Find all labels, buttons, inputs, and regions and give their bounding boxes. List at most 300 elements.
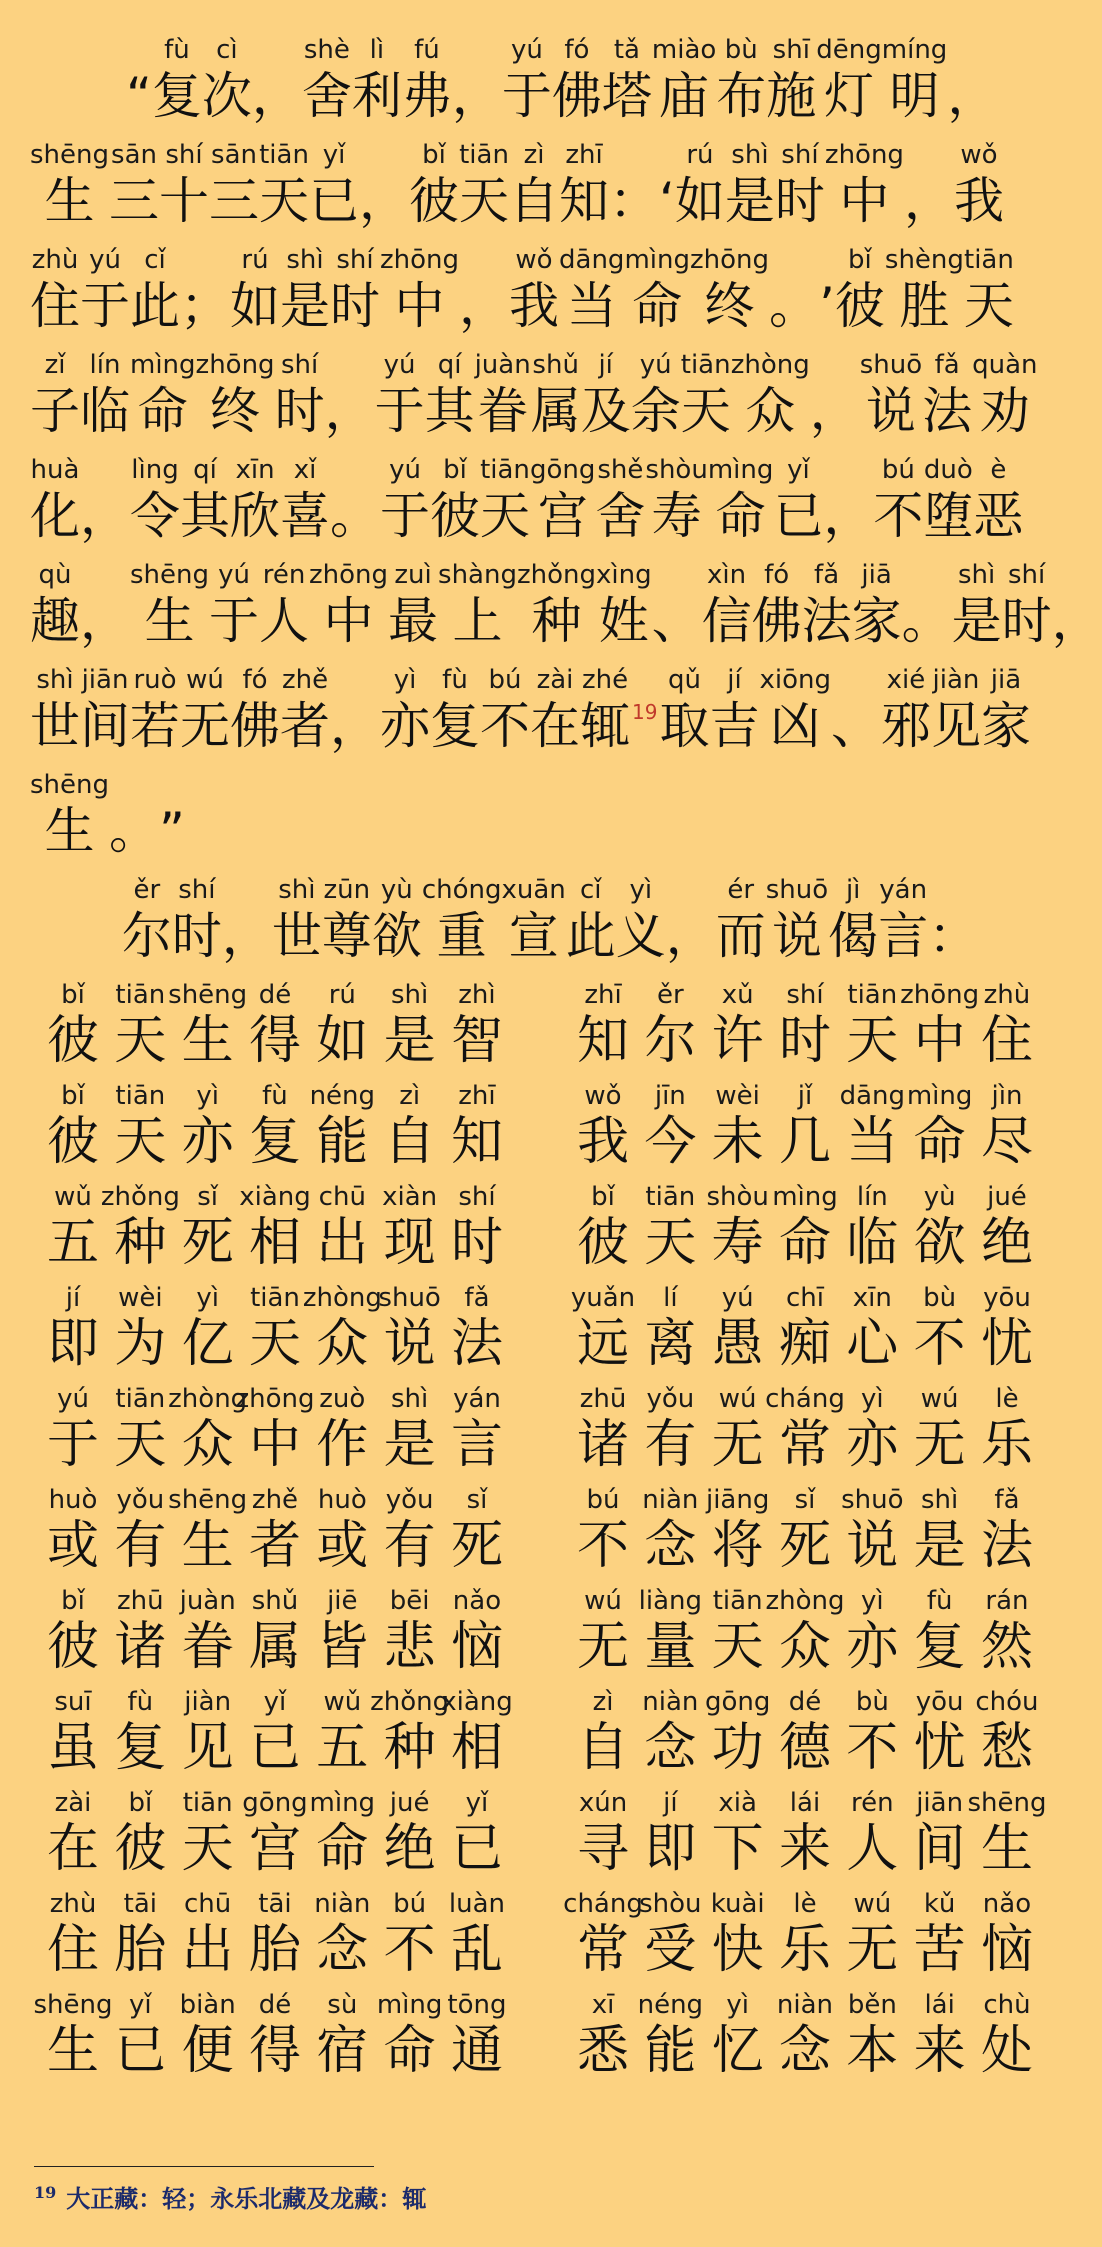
ruby-char (30, 769, 109, 861)
verse-char (974, 1484, 1040, 1576)
pinyin: shòu (645, 455, 708, 485)
footnote-number: 19 (34, 2183, 57, 2202)
pinyin: huà (30, 455, 80, 485)
pinyin: niàn (776, 1990, 834, 2020)
ruby-char (209, 139, 259, 231)
hanzi: 次 (201, 67, 252, 125)
pinyin: tiān (182, 1788, 233, 1818)
pinyin: zhě (251, 1485, 299, 1515)
pinyin: jí (663, 1788, 678, 1818)
hanzi: 胎 (114, 1920, 167, 1980)
ruby-char (759, 664, 831, 756)
pinyin: zhōng (195, 350, 275, 380)
hanzi: “ (126, 67, 152, 125)
ruby-char (702, 559, 752, 651)
verse-char (107, 1989, 173, 2081)
verse-char (377, 1585, 443, 1677)
hanzi: 我 (576, 1112, 629, 1172)
ruby-char (559, 244, 624, 336)
ruby-char (259, 139, 309, 231)
verse-char (444, 1585, 510, 1677)
verse-line (40, 1383, 1040, 1475)
pinyin: bǐ (128, 1788, 153, 1818)
hanzi: 塔 (601, 67, 652, 125)
hanzi: 眷 (181, 1617, 234, 1677)
verse-char (377, 1080, 443, 1172)
hanzi: 佛 (751, 592, 802, 650)
verse-char (974, 1686, 1040, 1778)
hanzi: 已 (114, 2021, 167, 2081)
pinyin: tiān (712, 1586, 763, 1616)
hanzi: 得 (248, 2021, 301, 2081)
pinyin: dé (258, 980, 292, 1010)
pinyin: zì (592, 1687, 614, 1717)
pinyin: zhōng (824, 140, 904, 170)
hanzi: 已 (450, 1819, 503, 1879)
hanzi: ， (903, 172, 954, 230)
hanzi: 悉 (576, 2021, 629, 2081)
prose-line (30, 244, 1050, 336)
hanzi: 离 (644, 1314, 697, 1374)
hanzi: 亿 (181, 1314, 234, 1374)
pinyin: fǎ (934, 350, 960, 380)
hanzi: ， (947, 67, 998, 125)
hanzi: 念 (316, 1920, 369, 1980)
hanzi: 生 (46, 2021, 99, 2081)
ruby-char (531, 349, 581, 441)
ruby-char (259, 559, 309, 651)
pinyin: shuō (765, 875, 829, 905)
hanzi: 本 (846, 2021, 899, 2081)
ruby-char (130, 244, 180, 336)
verse-right-phrase (570, 1686, 1040, 1778)
pinyin: xǐ (293, 455, 317, 485)
pinyin: wèi (715, 1081, 760, 1111)
pinyin: mìng (376, 1990, 443, 2020)
hanzi: 是 (913, 1516, 966, 1576)
hanzi: 能 (316, 1112, 369, 1172)
verse-char (309, 979, 375, 1071)
ruby-char (280, 244, 330, 336)
pinyin: jí (598, 350, 613, 380)
hanzi: ： (928, 907, 979, 965)
verse-char (772, 1787, 838, 1879)
pinyin: xīn (235, 455, 275, 485)
hanzi: 于 (374, 382, 425, 440)
verse-char (839, 979, 905, 1071)
hanzi: 其 (180, 487, 230, 545)
verse-right-phrase (570, 1383, 1040, 1475)
ruby-char (30, 139, 109, 231)
pinyin: cǐ (144, 245, 166, 275)
pinyin: wú (186, 665, 224, 695)
pinyin: wǒ (515, 245, 553, 275)
hanzi: 不 (383, 1920, 436, 1980)
verse-char (907, 1484, 973, 1576)
hanzi: 通 (450, 2021, 503, 2081)
pinyin: zài (536, 665, 574, 695)
ruby-char (152, 34, 202, 126)
verse-left-phrase (40, 1585, 510, 1677)
footnote-rule (34, 2166, 374, 2167)
verse-char (765, 1383, 845, 1475)
hanzi: 命 (137, 382, 188, 440)
pinyin: lín (89, 350, 121, 380)
pinyin: bú (393, 1889, 427, 1919)
hanzi: 终 (704, 277, 755, 335)
verse-char (839, 1787, 905, 1879)
verse-char (444, 1888, 510, 1980)
hanzi: 如 (230, 277, 280, 335)
verse-line (40, 1787, 1047, 1879)
hanzi: 亦 (181, 1112, 234, 1172)
pinyin: ěr (133, 875, 161, 905)
pinyin: bú (488, 665, 522, 695)
pinyin: dé (788, 1687, 822, 1717)
pinyin: zhě (281, 665, 329, 695)
hanzi: 念 (778, 2021, 831, 2081)
ruby-char (480, 454, 530, 546)
pinyin: yú (218, 560, 250, 590)
pinyin: shēng (168, 1485, 248, 1515)
verse-char (40, 1585, 106, 1677)
verse-char (637, 1282, 703, 1374)
pinyin: shě (597, 455, 644, 485)
pinyin: zhōng (689, 245, 769, 275)
pinyin: fù (127, 1687, 154, 1717)
pinyin: zhì (458, 980, 496, 1010)
pinyin: yú (57, 1384, 89, 1414)
hanzi: 将 (711, 1516, 764, 1576)
pinyin: cǐ (580, 875, 602, 905)
verse-char (974, 1585, 1040, 1677)
hanzi: ， (221, 907, 272, 965)
hanzi: 下 (711, 1819, 764, 1879)
pinyin: shèng (884, 245, 964, 275)
verse-char (444, 1787, 510, 1879)
pinyin: kǔ (923, 1889, 956, 1919)
verse-char (974, 1888, 1040, 1980)
verse-char (100, 1181, 180, 1273)
hanzi: 是 (951, 592, 1002, 650)
pinyin: yù (923, 1182, 956, 1212)
hanzi: 无 (913, 1415, 966, 1475)
hanzi: ’ (819, 277, 835, 335)
hanzi: 自 (576, 1718, 629, 1778)
pinyin: tāi (258, 1889, 292, 1919)
hanzi: 忧 (913, 1718, 966, 1778)
hanzi: 是 (280, 277, 330, 335)
hanzi: 即 (46, 1314, 99, 1374)
hanzi: 宫 (248, 1819, 301, 1879)
verse-char (107, 1484, 173, 1576)
hanzi: 乐 (778, 1920, 831, 1980)
ruby-char (566, 874, 616, 966)
pinyin: dāng (839, 1081, 906, 1111)
hanzi: 处 (980, 2021, 1033, 2081)
hanzi: 明 (889, 67, 940, 125)
hanzi: 间 (913, 1819, 966, 1879)
hanzi: 胜 (899, 277, 950, 335)
hanzi: 命 (316, 1819, 369, 1879)
hanzi: 绝 (383, 1819, 436, 1879)
ruby-char (923, 454, 973, 546)
verse-left-phrase (40, 1484, 510, 1576)
hanzi: 最 (388, 592, 439, 650)
verse-char (563, 1888, 643, 1980)
verse-char (444, 979, 510, 1071)
pinyin: rén (262, 560, 306, 590)
hanzi: 取 (659, 697, 710, 755)
verse-line (40, 1888, 1040, 1980)
pinyin: lìng (131, 455, 179, 485)
pinyin: jiē (327, 1586, 358, 1616)
pinyin: shǔ (532, 350, 579, 380)
hanzi: 虽 (46, 1718, 99, 1778)
pinyin: miào (651, 35, 717, 65)
verse-char (570, 1585, 636, 1677)
pinyin: wǒ (960, 140, 998, 170)
hanzi: 言 (450, 1415, 503, 1475)
pinyin: zhī (584, 980, 622, 1010)
hanzi: 天 (259, 172, 310, 230)
hanzi: 住 (30, 277, 80, 335)
ruby-char (690, 244, 769, 336)
verse-char (242, 1080, 308, 1172)
verse-char (377, 1989, 443, 2081)
pinyin: sǐ (794, 1485, 816, 1515)
hanzi: ， (359, 172, 410, 230)
pinyin: nǎo (452, 1586, 502, 1616)
hanzi: 生 (181, 1516, 234, 1576)
pinyin: dé (258, 1990, 292, 2020)
verse-char (637, 1585, 703, 1677)
verse-char (107, 979, 173, 1071)
pinyin: wú (718, 1384, 757, 1414)
ruby-char (80, 349, 130, 441)
hanzi: 属 (248, 1617, 301, 1677)
ruby-char (30, 454, 80, 546)
hanzi: 人 (259, 592, 310, 650)
pinyin: míng (881, 35, 948, 65)
hanzi: 无 (846, 1920, 899, 1980)
hanzi: 未 (711, 1112, 764, 1172)
verse-char (570, 1989, 636, 2081)
hanzi: 于 (209, 592, 260, 650)
hanzi: 亦 (846, 1617, 899, 1677)
pinyin: mìng (906, 1081, 973, 1111)
hanzi: ， (324, 382, 375, 440)
ruby-char (302, 34, 352, 126)
ruby-char (823, 454, 873, 546)
ruby-char (409, 139, 459, 231)
verse-char (444, 1080, 510, 1172)
pinyin: luàn (448, 1889, 506, 1919)
hanzi: 者 (280, 697, 330, 755)
ruby-char (230, 244, 280, 336)
verse-char (974, 1282, 1040, 1374)
hanzi: 属 (530, 382, 581, 440)
verse-right-phrase (570, 1484, 1040, 1576)
ruby-char (475, 349, 531, 441)
hanzi: 复 (913, 1617, 966, 1677)
ruby-char (501, 874, 565, 966)
pinyin: shòu (706, 1182, 769, 1212)
hanzi: 中 (394, 277, 445, 335)
verse-char (570, 1282, 636, 1374)
ruby-char (835, 244, 885, 336)
pinyin: yōu (915, 1687, 964, 1717)
hanzi: 或 (46, 1516, 99, 1576)
pinyin: shēng (33, 1990, 113, 2020)
pinyin: rén (851, 1788, 894, 1818)
hanzi: 三 (109, 172, 160, 230)
pinyin: chù (983, 1990, 1031, 2020)
pinyin: wú (853, 1889, 892, 1919)
pinyin: tiān (250, 1283, 300, 1313)
hanzi: 天 (680, 382, 731, 440)
hanzi: 趣 (30, 592, 80, 650)
hanzi: 寿 (651, 487, 702, 545)
verse-char (907, 1686, 973, 1778)
verse-char (772, 1282, 838, 1374)
hanzi: 已 (773, 487, 824, 545)
hanzi: 彼 (114, 1819, 167, 1879)
ruby-char (881, 664, 931, 756)
ruby-char (222, 874, 272, 966)
hanzi: 德 (778, 1718, 831, 1778)
hanzi: 受 (644, 1920, 697, 1980)
hanzi: 恼 (980, 1920, 1033, 1980)
prose-line (30, 34, 1050, 126)
hanzi: ， (459, 277, 510, 335)
ruby-char (731, 349, 810, 441)
verse-char (570, 1787, 636, 1879)
hanzi: 其 (424, 382, 475, 440)
hanzi: 家 (851, 592, 902, 650)
pinyin: wú (920, 1384, 959, 1414)
hanzi: 利 (351, 67, 402, 125)
hanzi: 世 (271, 907, 322, 965)
pinyin: fǎ (994, 1485, 1020, 1515)
verse-char (772, 1686, 838, 1778)
hanzi: 死 (450, 1516, 503, 1576)
hanzi: 来 (778, 1819, 831, 1879)
ruby-char (430, 664, 480, 756)
pinyin: yuǎn (570, 1283, 636, 1313)
pinyin: bù (855, 1687, 889, 1717)
pinyin: quàn (972, 350, 1038, 380)
verse-char (444, 1989, 510, 2081)
ruby-char (459, 244, 509, 336)
pinyin: gōng (242, 1788, 308, 1818)
footnote-body: 大正藏：轻；永乐北藏及龙藏：辄 (66, 2184, 427, 2213)
hanzi: 然 (980, 1617, 1033, 1677)
verse-char (309, 1181, 375, 1273)
verse-char (175, 1585, 241, 1677)
ruby-char (275, 349, 325, 441)
ruby-char (716, 874, 766, 966)
pinyin: zhū (579, 1384, 627, 1414)
hanzi: 死 (778, 1516, 831, 1576)
ruby-char (30, 559, 80, 651)
hanzi: 弗 (401, 67, 452, 125)
verse-char (40, 1383, 106, 1475)
verse-char (839, 1181, 905, 1273)
hanzi: 天 (711, 1617, 764, 1677)
ruby-char (904, 139, 954, 231)
verse-left-phrase (33, 1989, 510, 2081)
verse-char (637, 1989, 703, 2081)
hanzi: 快 (711, 1920, 764, 1980)
hanzi: 念 (644, 1516, 697, 1576)
verse-char (772, 979, 838, 1071)
verse-char (242, 1484, 308, 1576)
ruby-char (885, 244, 964, 336)
hanzi: 命 (778, 1213, 831, 1273)
pinyin: wǔ (323, 1687, 362, 1717)
pinyin: bǐ (848, 245, 872, 275)
verse-char (637, 1787, 703, 1879)
pinyin: yǐ (787, 455, 810, 485)
verse-char (175, 1080, 241, 1172)
hanzi: 此 (130, 277, 180, 335)
hanzi: 有 (644, 1415, 697, 1475)
hanzi: 即 (644, 1819, 697, 1879)
verse-char (570, 1686, 636, 1778)
verse-char (839, 1686, 905, 1778)
hanzi: 十 (159, 172, 210, 230)
footnote-text-line (34, 2179, 1034, 2214)
verse-char (175, 1686, 241, 1778)
pinyin: shī (772, 35, 810, 65)
ruby-char (819, 244, 835, 336)
hanzi: 及 (580, 382, 631, 440)
pinyin: shì (957, 560, 996, 590)
pinyin: huò (317, 1485, 367, 1515)
pinyin: jiān (81, 665, 129, 695)
verse-left-phrase (40, 979, 510, 1071)
verse-char (377, 1282, 443, 1374)
verse-char (242, 1686, 308, 1778)
ruby-char (430, 454, 480, 546)
hanzi: 诸 (114, 1617, 167, 1677)
ruby-char (330, 244, 380, 336)
pinyin: bú (881, 455, 915, 485)
prose-line (30, 559, 1102, 651)
pinyin: yán (453, 1384, 501, 1414)
pinyin: fù (926, 1586, 953, 1616)
ruby-char (172, 874, 222, 966)
pinyin: jué (987, 1182, 1027, 1212)
verse-left-phrase (40, 1181, 510, 1273)
pinyin: tǎ (613, 35, 640, 65)
hanzi: 喜 (280, 487, 330, 545)
hanzi: ， (80, 592, 130, 650)
hanzi: 来 (913, 2021, 966, 2081)
pinyin: chī (785, 1283, 824, 1313)
pinyin: fú (414, 35, 440, 65)
hanzi: 重 (436, 907, 487, 965)
pinyin: zhòng (302, 1283, 382, 1313)
hanzi: ， (251, 67, 302, 125)
hanzi: 邪 (880, 697, 931, 755)
hanzi: 不 (873, 487, 924, 545)
hanzi: 中 (839, 172, 890, 230)
ruby-char (330, 454, 380, 546)
pinyin: bú (586, 1485, 620, 1515)
ruby-char (180, 244, 230, 336)
